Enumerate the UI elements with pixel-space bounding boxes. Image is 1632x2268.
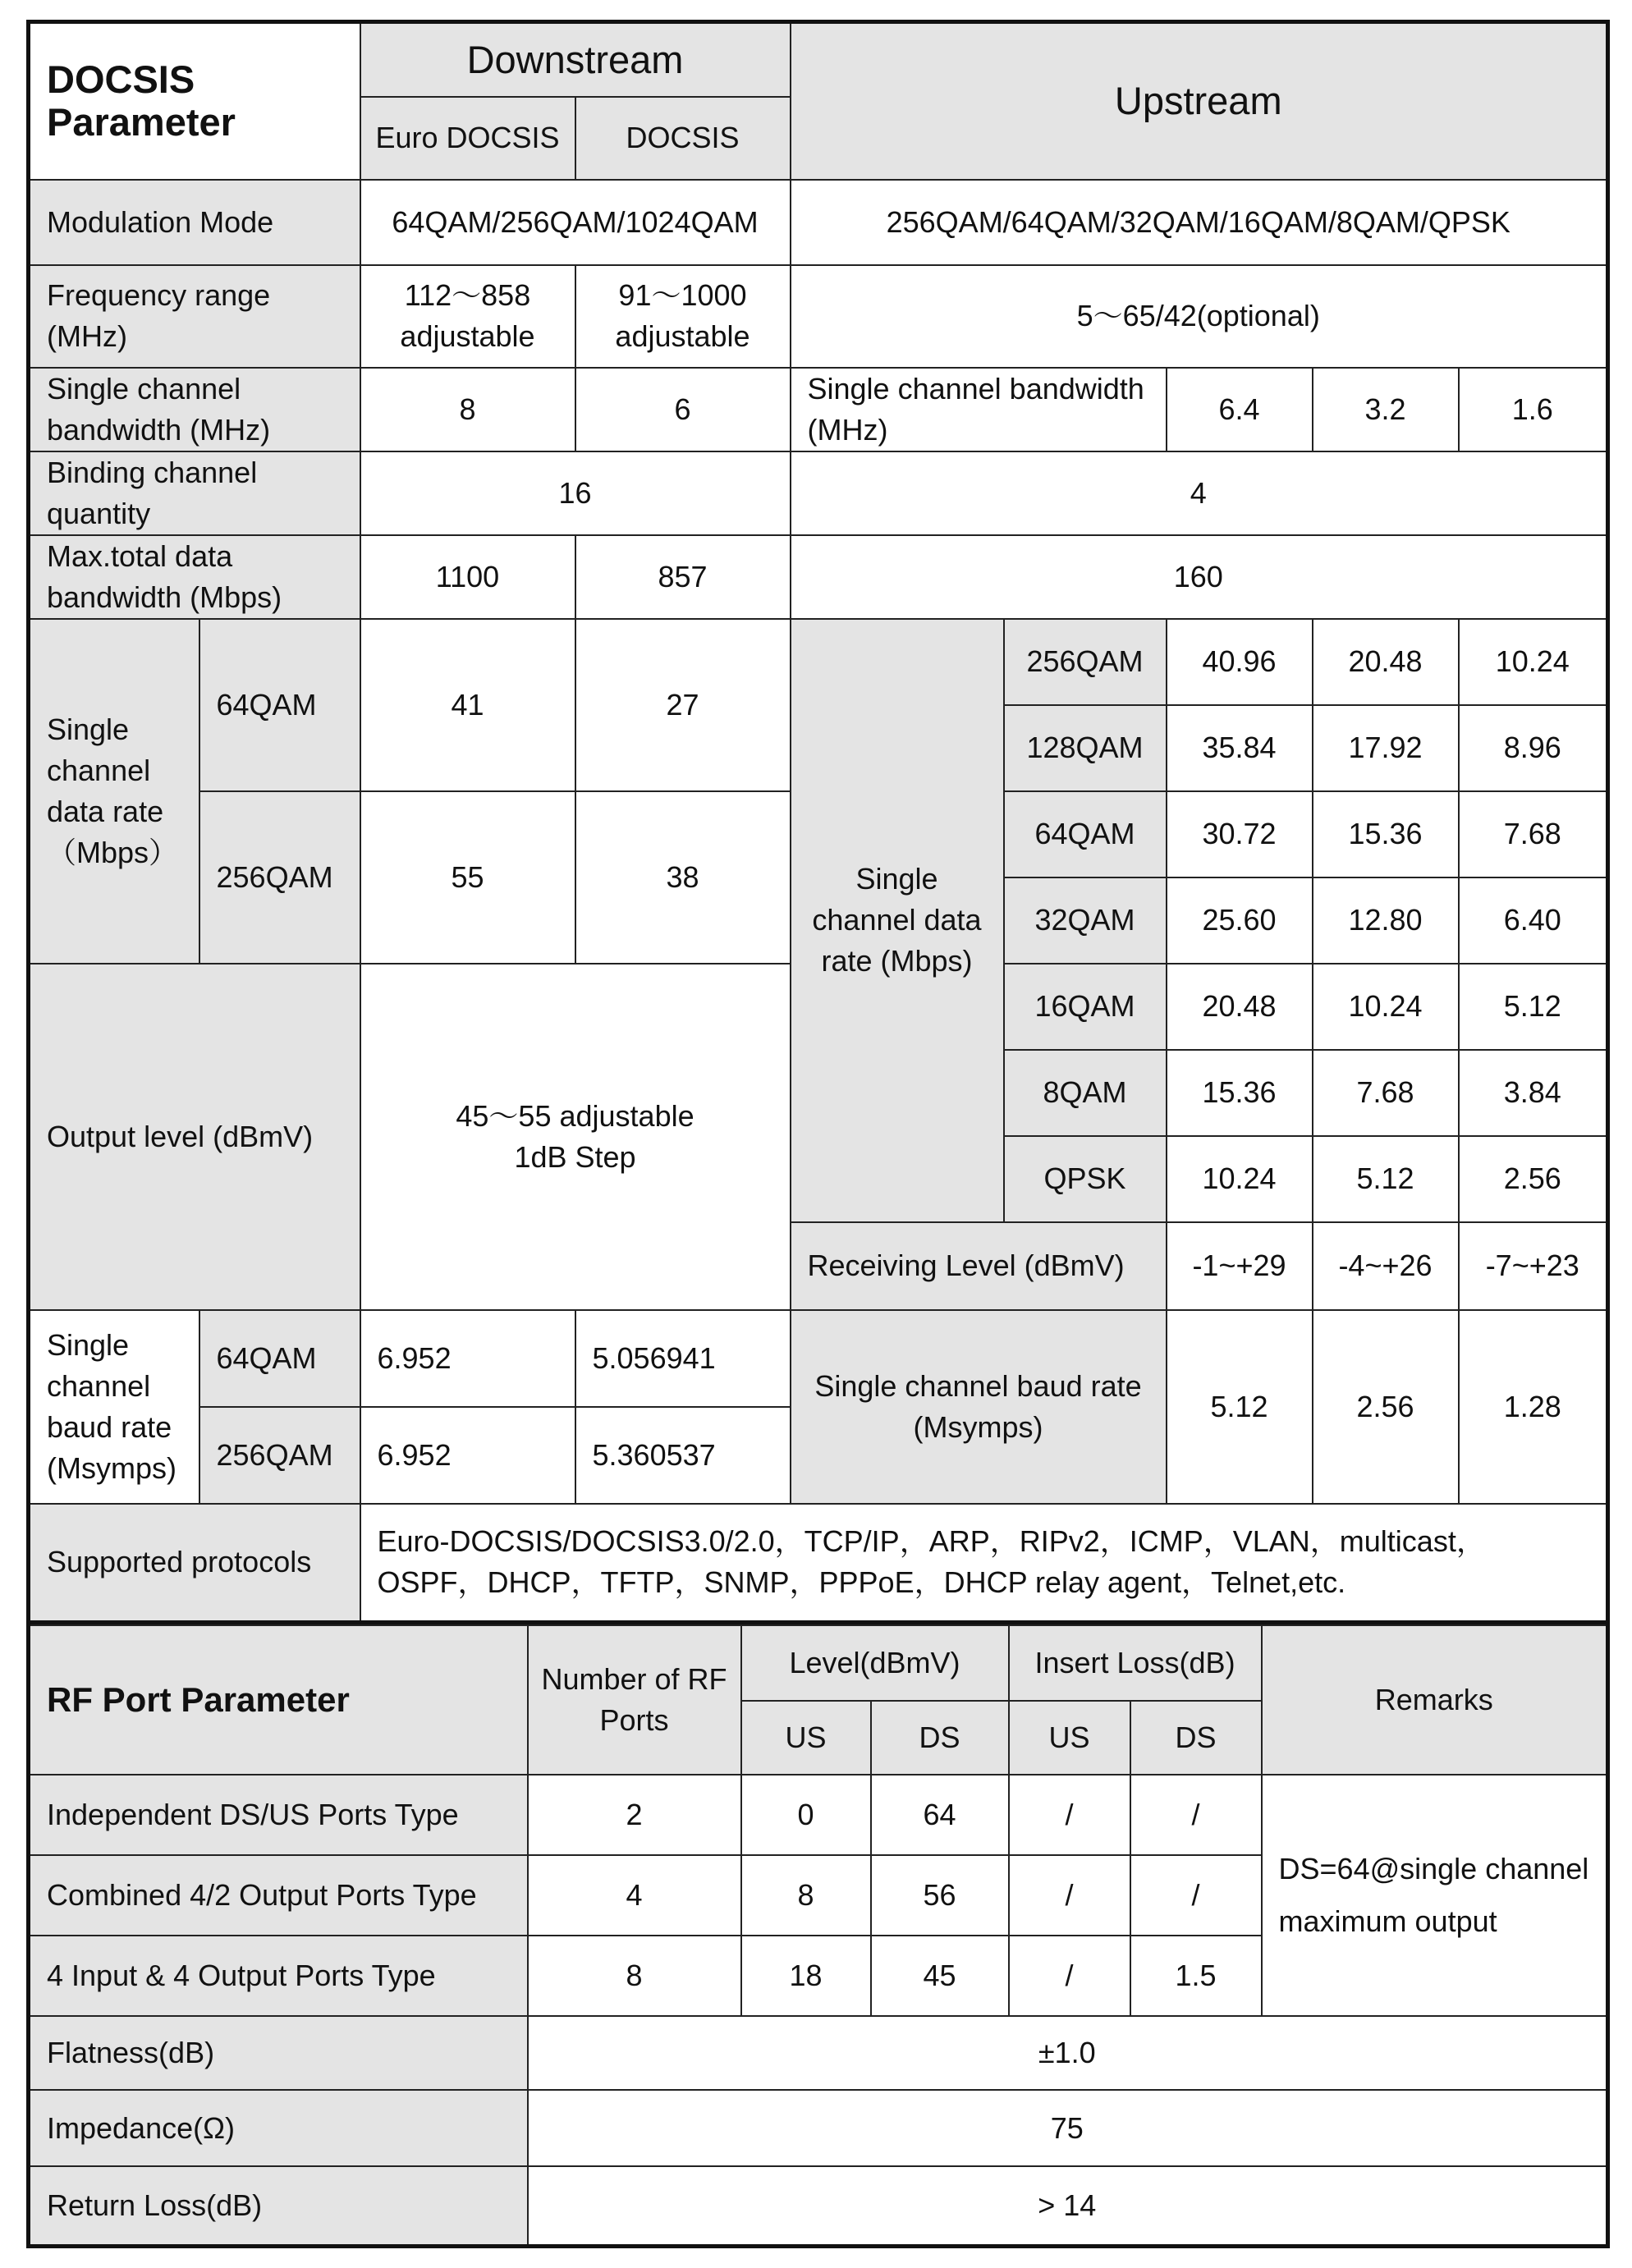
us-rate-value: 10.24	[1459, 619, 1608, 705]
us-baud-value: 2.56	[1313, 1310, 1459, 1504]
max-total-euro: 1100	[360, 535, 575, 619]
receiving-level-value: -1~+29	[1167, 1222, 1313, 1310]
us-rate-mod: 64QAM	[1004, 791, 1167, 877]
us-rate-value: 20.48	[1313, 619, 1459, 705]
receiving-level-value: -7~+23	[1459, 1222, 1608, 1310]
receiving-level-label: Receiving Level (dBmV)	[791, 1222, 1167, 1310]
us-rate-mod: 256QAM	[1004, 619, 1167, 705]
us-rate-value: 35.84	[1167, 705, 1313, 791]
output-level-label: Output level (dBmV)	[29, 964, 360, 1310]
us-rate-value: 7.68	[1459, 791, 1608, 877]
downstream-header: Downstream	[360, 22, 791, 97]
modulation-mode-label: Modulation Mode	[29, 180, 360, 265]
return-loss-value: > 14	[528, 2166, 1608, 2246]
us-rate-value: 3.84	[1459, 1050, 1608, 1136]
ds-baud-docsis: 5.360537	[575, 1407, 791, 1504]
ds-rate-docsis: 38	[575, 791, 791, 964]
us-rate-value: 5.12	[1313, 1136, 1459, 1222]
max-total-label: Max.total data bandwidth (Mbps)	[29, 535, 360, 619]
us-rate-mod: 128QAM	[1004, 705, 1167, 791]
ds-baud-euro: 6.952	[360, 1407, 575, 1504]
loss-ds-value: /	[1130, 1855, 1262, 1936]
upstream-header: Upstream	[791, 22, 1608, 180]
spec-sheet	[26, 20, 1606, 2248]
us-rate-value: 17.92	[1313, 705, 1459, 791]
level-ds-header: DS	[871, 1701, 1009, 1775]
insert-loss-header: Insert Loss(dB)	[1009, 1625, 1262, 1701]
us-rate-value: 12.80	[1313, 877, 1459, 964]
us-baud-label: Single channel baud rate (Msymps)	[791, 1310, 1167, 1504]
level-us-value: 0	[741, 1775, 871, 1855]
modulation-ds: 64QAM/256QAM/1024QAM	[360, 180, 791, 265]
us-bandwidth-value: 6.4	[1167, 368, 1313, 451]
receiving-level-value: -4~+26	[1313, 1222, 1459, 1310]
us-rate-value: 2.56	[1459, 1136, 1608, 1222]
ds-rate-mod: 256QAM	[199, 791, 360, 964]
us-bandwidth-value: 3.2	[1313, 368, 1459, 451]
output-level-range: 45～55 adjustable	[456, 1098, 695, 1133]
ds-baud-docsis: 5.056941	[575, 1310, 791, 1407]
return-loss-label: Return Loss(dB)	[29, 2166, 528, 2246]
us-rate-mod: 8QAM	[1004, 1050, 1167, 1136]
output-level-value	[360, 964, 791, 1310]
loss-us-header: US	[1009, 1701, 1130, 1775]
frequency-range-label: Frequency range (MHz)	[29, 265, 360, 368]
protocols-value: Euro-DOCSIS/DOCSIS3.0/2.0，TCP/IP，ARP，RIPv2，ICMP，VLAN，multicast，OSPF，DHCP，TFTP，SNMP，PPPoE，DHCP relay agent，Telnet,etc.	[360, 1504, 1608, 1623]
bandwidth-label: Single channel bandwidth (MHz)	[29, 368, 360, 451]
loss-us-value: /	[1009, 1775, 1130, 1855]
level-us-value: 18	[741, 1936, 871, 2016]
ds-rate-euro: 55	[360, 791, 575, 964]
us-rate-value: 30.72	[1167, 791, 1313, 877]
us-rate-value: 8.96	[1459, 705, 1608, 791]
loss-us-value: /	[1009, 1936, 1130, 2016]
port-type-label: Independent DS/US Ports Type	[29, 1775, 528, 1855]
bandwidth-euro: 8	[360, 368, 575, 451]
level-ds-value: 56	[871, 1855, 1009, 1936]
ds-baud-mod: 256QAM	[199, 1407, 360, 1504]
output-level-step: 1dB Step	[514, 1139, 636, 1174]
level-us-value: 8	[741, 1855, 871, 1936]
ds-baud-mod: 64QAM	[199, 1310, 360, 1407]
max-total-docsis: 857	[575, 535, 791, 619]
level-ds-value: 45	[871, 1936, 1009, 2016]
us-rate-mod: 16QAM	[1004, 964, 1167, 1050]
level-us-header: US	[741, 1701, 871, 1775]
binding-label: Binding channel quantity	[29, 451, 360, 535]
impedance-value: 75	[528, 2090, 1608, 2166]
loss-ds-value: /	[1130, 1775, 1262, 1855]
ds-baud-euro: 6.952	[360, 1310, 575, 1407]
us-bandwidth-value: 1.6	[1459, 368, 1608, 451]
frequency-euro: 112～858 adjustable	[360, 265, 575, 368]
level-ds-value: 64	[871, 1775, 1009, 1855]
rf-port-table	[26, 1624, 1610, 2248]
flatness-label: Flatness(dB)	[29, 2016, 528, 2090]
us-rate-value: 10.24	[1167, 1136, 1313, 1222]
us-rate-value: 15.36	[1313, 791, 1459, 877]
us-baud-value: 1.28	[1459, 1310, 1608, 1504]
remarks-header: Remarks	[1262, 1625, 1608, 1775]
us-rate-value: 40.96	[1167, 619, 1313, 705]
frequency-docsis: 91～1000 adjustable	[575, 265, 791, 368]
loss-ds-header: DS	[1130, 1701, 1262, 1775]
us-rate-mod: 32QAM	[1004, 877, 1167, 964]
max-total-us: 160	[791, 535, 1608, 619]
bandwidth-docsis: 6	[575, 368, 791, 451]
us-rate-value: 20.48	[1167, 964, 1313, 1050]
us-rate-value: 6.40	[1459, 877, 1608, 964]
impedance-label: Impedance(Ω)	[29, 2090, 528, 2166]
docsis-parameter-table	[26, 20, 1610, 1624]
ds-rate-label: Single channel data rate （Mbps）	[29, 619, 199, 964]
rf-port-title: RF Port Parameter	[29, 1625, 528, 1775]
remarks-value: DS=64@single channel maximum output	[1262, 1775, 1608, 2016]
binding-us: 4	[791, 451, 1608, 535]
rf-ports-number-header: Number of RF Ports	[528, 1625, 741, 1775]
port-type-label: Combined 4/2 Output Ports Type	[29, 1855, 528, 1936]
us-rate-label: Single channel data rate (Mbps)	[791, 619, 1004, 1222]
protocols-label: Supported protocols	[29, 1504, 360, 1623]
us-rate-value: 5.12	[1459, 964, 1608, 1050]
us-rate-value: 7.68	[1313, 1050, 1459, 1136]
loss-us-value: /	[1009, 1855, 1130, 1936]
loss-ds-value: 1.5	[1130, 1936, 1262, 2016]
port-count: 4	[528, 1855, 741, 1936]
binding-ds: 16	[360, 451, 791, 535]
docsis-parameter-title: DOCSIS Parameter	[29, 22, 360, 180]
euro-docsis-header: Euro DOCSIS	[360, 97, 575, 180]
port-count: 8	[528, 1936, 741, 2016]
us-baud-value: 5.12	[1167, 1310, 1313, 1504]
us-bandwidth-label: Single channel bandwidth (MHz)	[791, 368, 1167, 451]
flatness-value: ±1.0	[528, 2016, 1608, 2090]
ds-rate-euro: 41	[360, 619, 575, 791]
us-rate-mod: QPSK	[1004, 1136, 1167, 1222]
us-rate-value: 10.24	[1313, 964, 1459, 1050]
ds-rate-mod: 64QAM	[199, 619, 360, 791]
us-rate-value: 15.36	[1167, 1050, 1313, 1136]
frequency-us: 5～65/42(optional)	[791, 265, 1608, 368]
modulation-us: 256QAM/64QAM/32QAM/16QAM/8QAM/QPSK	[791, 180, 1608, 265]
us-rate-value: 25.60	[1167, 877, 1313, 964]
ds-rate-docsis: 27	[575, 619, 791, 791]
port-type-label: 4 Input & 4 Output Ports Type	[29, 1936, 528, 2016]
docsis-header: DOCSIS	[575, 97, 791, 180]
level-header: Level(dBmV)	[741, 1625, 1009, 1701]
ds-baud-label: Single channel baud rate (Msymps)	[29, 1310, 199, 1504]
port-count: 2	[528, 1775, 741, 1855]
